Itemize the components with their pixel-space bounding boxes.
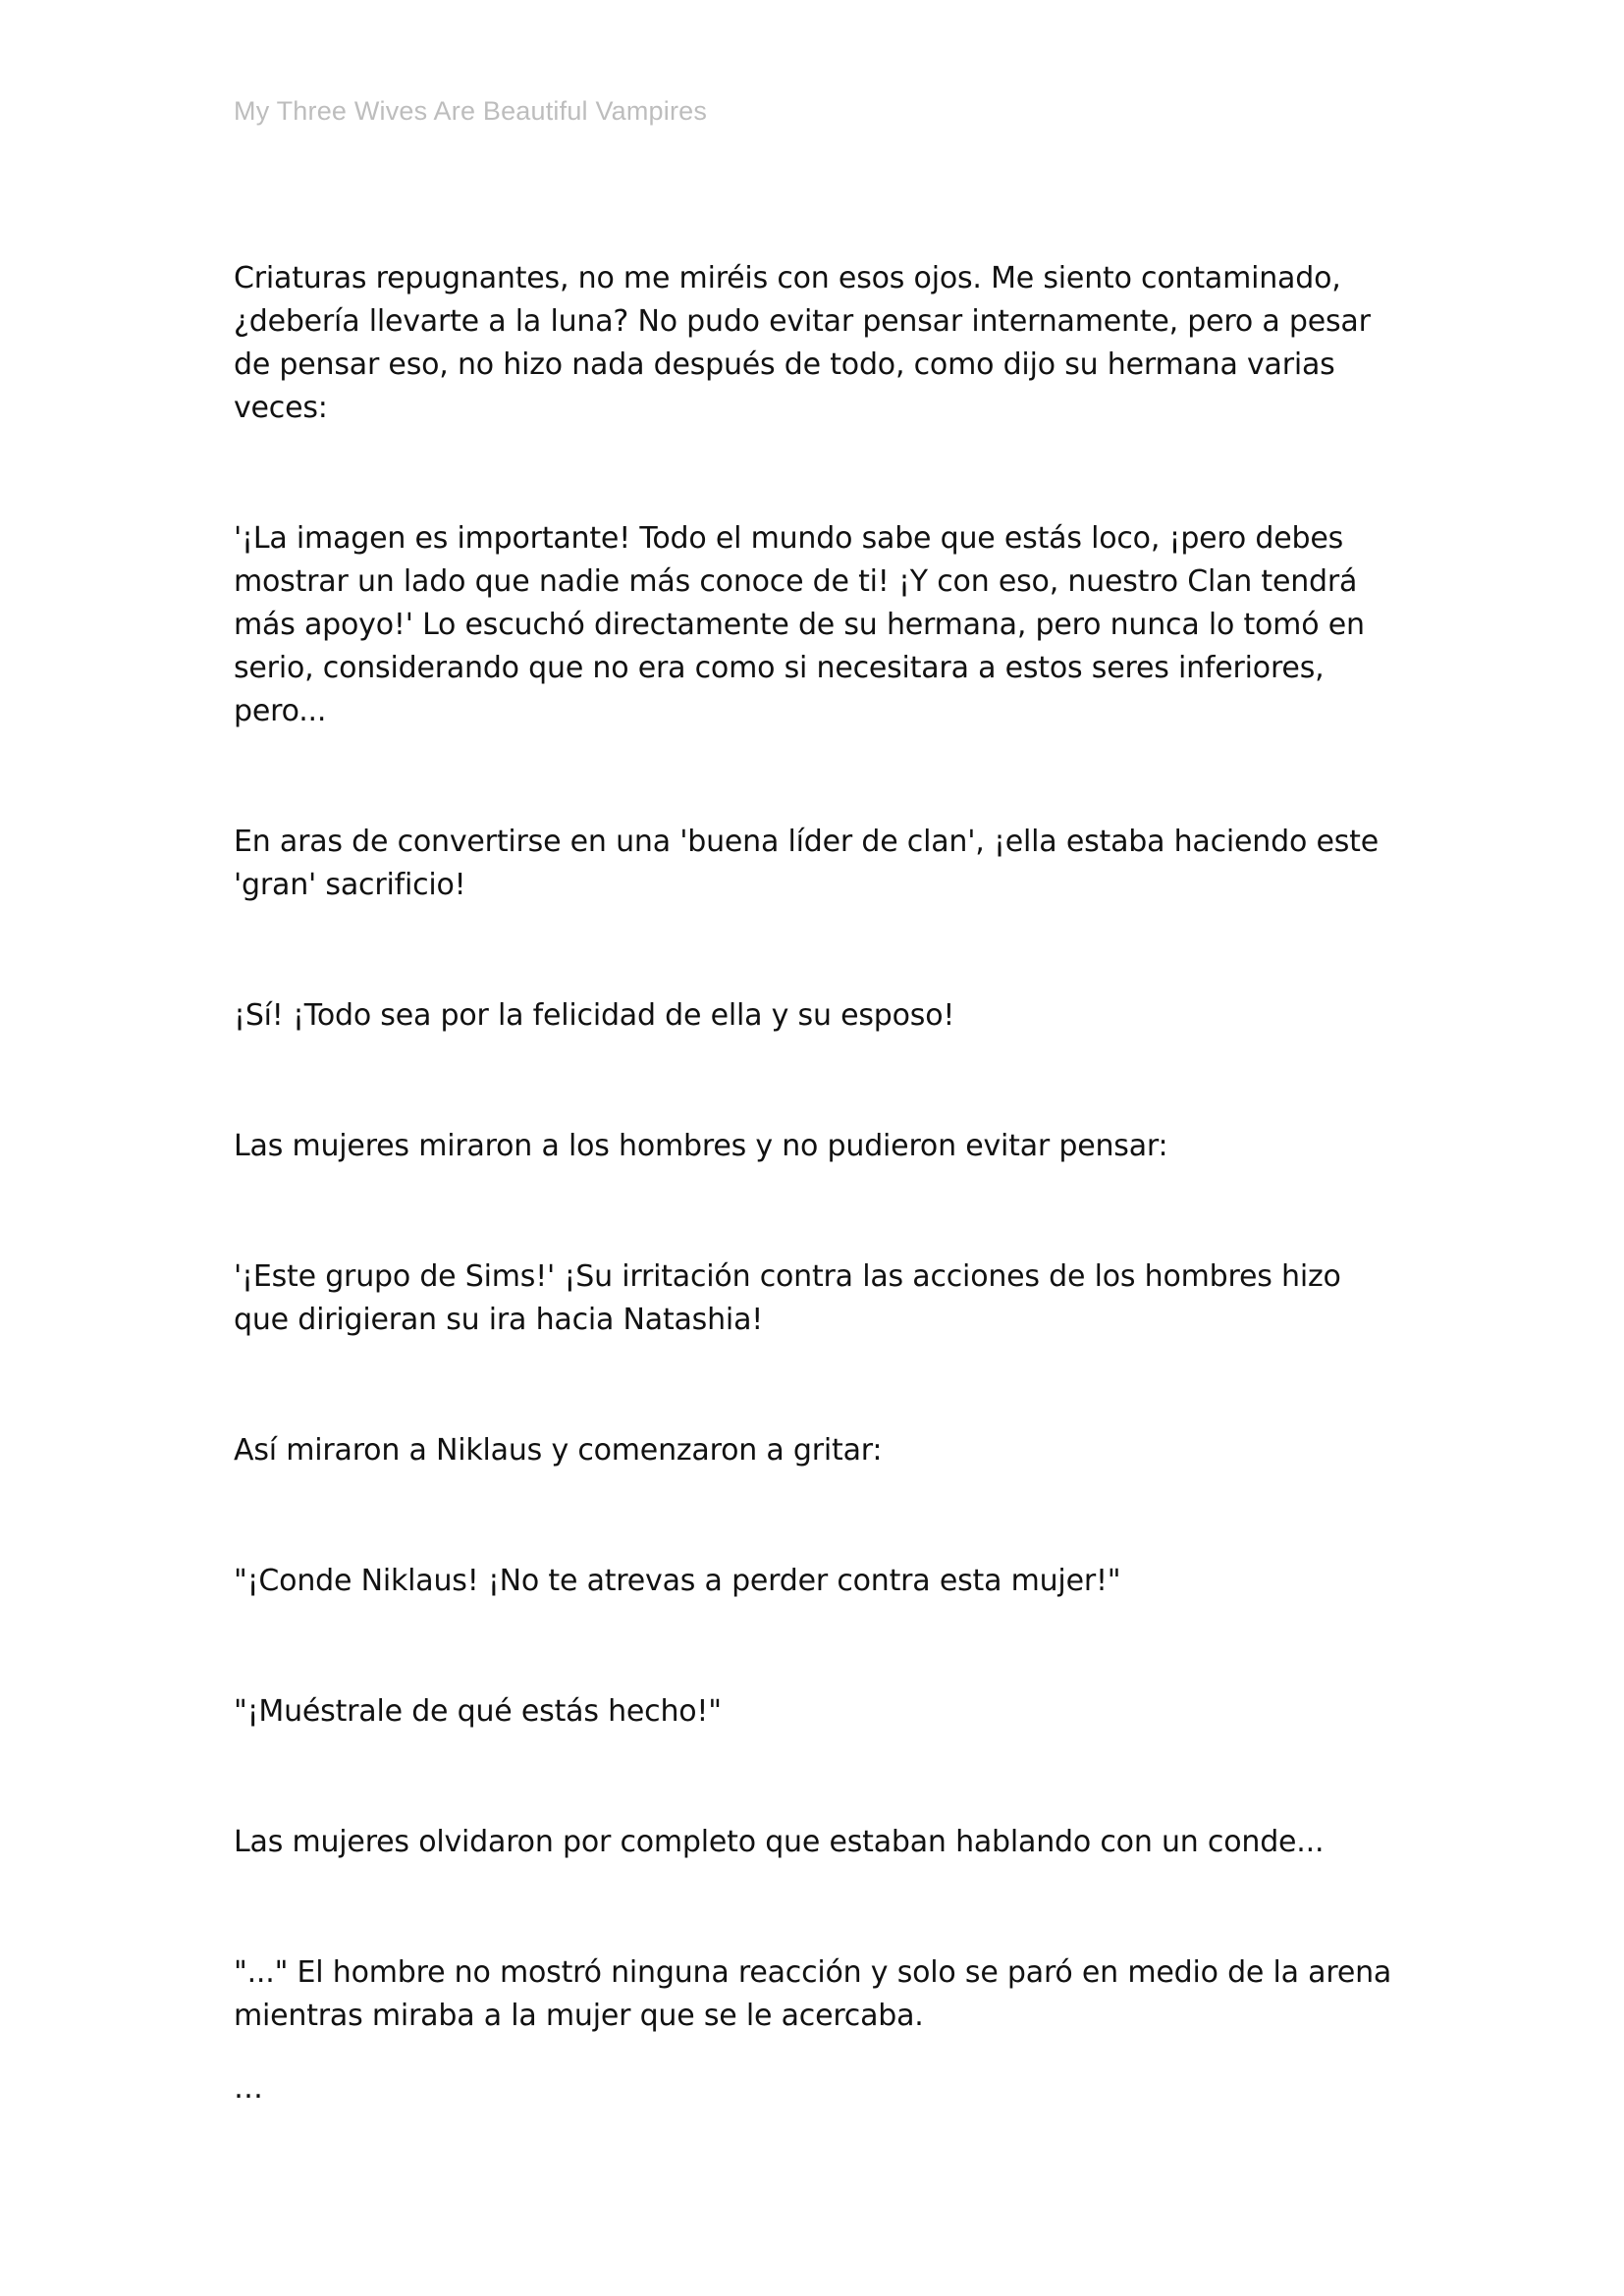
paragraph: "¡Conde Niklaus! ¡No te atrevas a perder contra esta mujer!" (234, 1564, 1121, 1598)
paragraph: Las mujeres olvidaron por completo que estaban hablando con un conde... (234, 1825, 1325, 1859)
paragraph: Criaturas repugnantes, no me miréis con esos ojos. Me siento contaminado, ¿debería llevarte a la luna? No pudo evitar pensar internamente, pero a pesar de pensar eso, no hizo nada después de todo, como dijo su hermana varias veces: (234, 261, 1371, 425)
paragraph: "¡Muéstrale de qué estás hecho!" (234, 1694, 722, 1729)
paragraph: ¡Sí! ¡Todo sea por la felicidad de ella y su esposo! (234, 998, 955, 1033)
paragraph: '¡Este grupo de Sims!' ¡Su irritación contra las acciones de los hombres hizo que dirigieran su ira hacia Natashia! (234, 1259, 1341, 1337)
running-header: My Three Wives Are Beautiful Vampires (234, 96, 708, 126)
paragraph: En aras de convertirse en una 'buena líder de clan', ¡ella estaba haciendo este 'gran' sacrificio! (234, 825, 1379, 902)
paragraph: Así miraron a Niklaus y comenzaron a gritar: (234, 1433, 883, 1468)
scene-break: … (234, 2071, 263, 2106)
page-body (234, 257, 1402, 2110)
paragraph: "..." El hombre no mostró ninguna reacción y solo se paró en medio de la arena mientras miraba a la mujer que se le acercaba. (234, 1955, 1392, 2033)
paragraph: '¡La imagen es importante! Todo el mundo sabe que estás loco, ¡pero debes mostrar un lado que nadie más conoce de ti! ¡Y con eso, nuestro Clan tendrá más apoyo!' Lo escuchó directamente de su hermana, pero nunca lo tomó en serio, considerando que no era como si necesitara a estos seres inferiores, pero... (234, 521, 1365, 728)
paragraph: Las mujeres miraron a los hombres y no pudieron evitar pensar: (234, 1129, 1168, 1163)
